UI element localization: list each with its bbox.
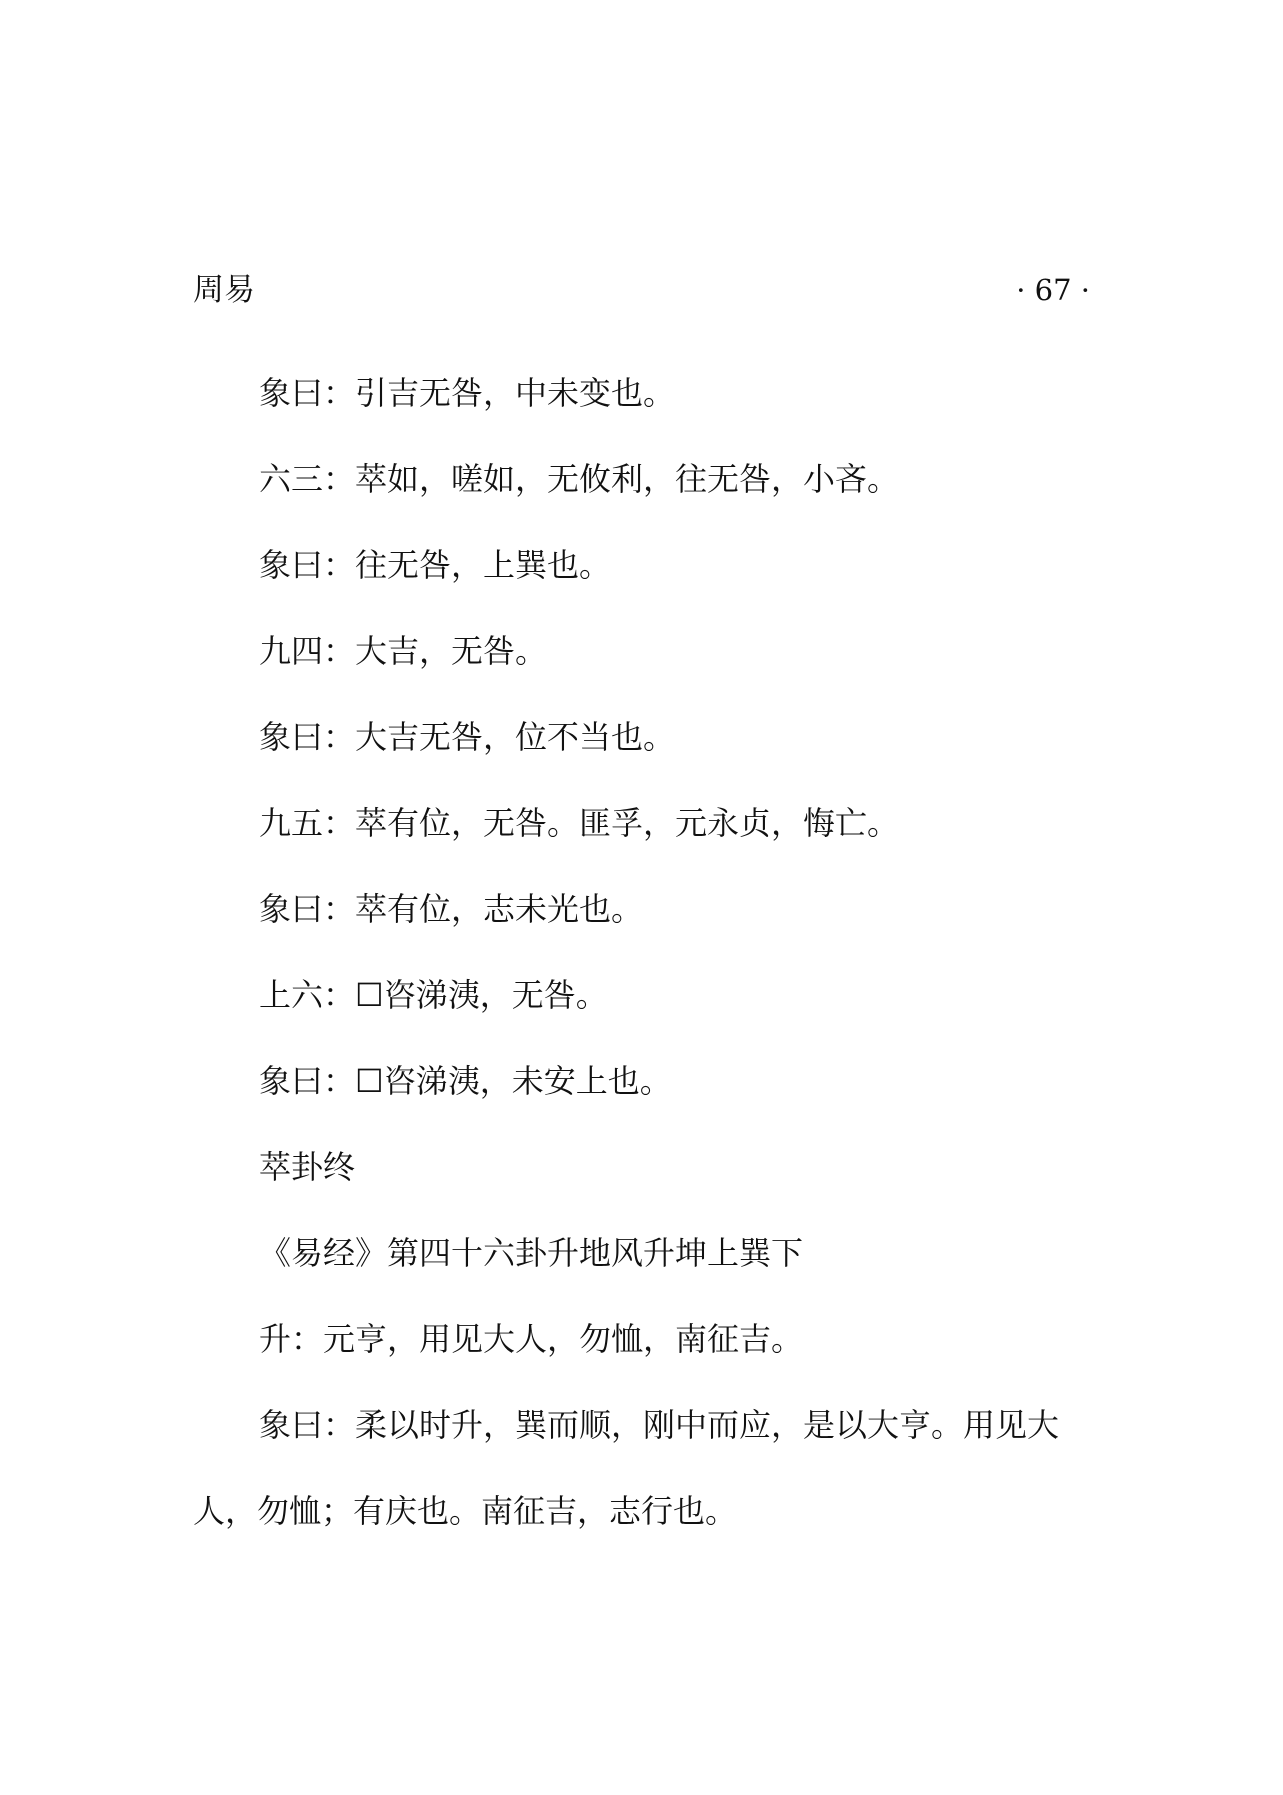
paragraph: 上六：☐咨涕洟，无咎。	[259, 976, 608, 1014]
paragraph: 《易经》第四十六卦升地风升坤上巽下	[259, 1234, 804, 1272]
paragraph: 六三：萃如，嗟如，无攸利，往无咎，小吝。	[259, 460, 900, 498]
paragraph: 升：元亨，用见大人，勿恤，南征吉。	[259, 1320, 804, 1358]
paragraph: 象曰：柔以时升，巽而顺，刚中而应，是以大亨。用见大人，勿恤；有庆也。南征吉，志行也。	[193, 1406, 1060, 1530]
paragraph: 象曰：引吉无咎，中未变也。	[259, 374, 676, 412]
paragraph: 象曰：往无咎，上巽也。	[259, 546, 612, 584]
paragraph: 九五：萃有位，无咎。匪孚，元永贞，悔亡。	[259, 804, 900, 842]
paragraph: 九四：大吉，无咎。	[259, 632, 548, 670]
running-header	[193, 268, 1090, 312]
paragraph: 象曰：大吉无咎，位不当也。	[259, 718, 676, 756]
page-number: · 67 ·	[1016, 273, 1090, 307]
paragraph: 象曰：萃有位，志未光也。	[259, 890, 644, 928]
header-title: 周易	[193, 272, 255, 308]
paragraph: 萃卦终	[259, 1148, 356, 1186]
paragraph: 象曰：☐咨涕洟，未安上也。	[259, 1062, 672, 1100]
body-text	[193, 350, 1090, 1554]
